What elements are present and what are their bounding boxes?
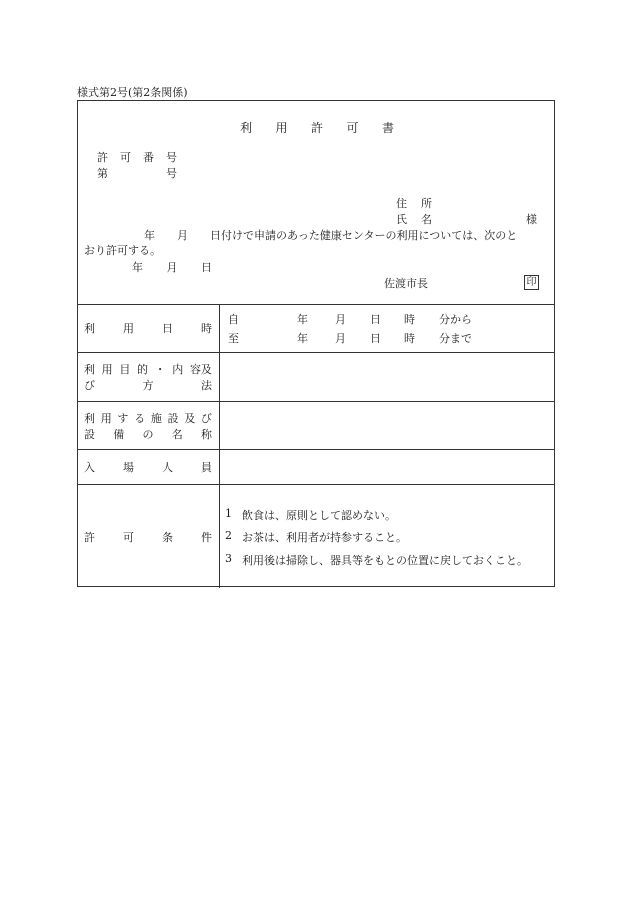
form-title [240,119,394,136]
period-label: 利 用 日 時 [84,322,212,335]
purpose-label-line2: び 方 法 [84,379,212,392]
attendance-label: 入 場 人 員 [84,461,212,474]
conditions-label: 許 可 条 件 [84,531,212,544]
table-top-rule [78,304,554,305]
row-rule [78,352,554,353]
title-char: 利 [240,121,253,135]
issuer-name: 佐渡市長 [384,277,428,290]
body-text-line1: 年 月 日付けで申請のあった健康センターの利用については、次のと [144,229,518,242]
purpose-label-line1: 利 用 目 的 ・ 内 容及 [84,363,212,376]
permit-form: 利 用 許 可 書 許 可 番 号 第 号 住 所 氏 名 様 年 月 日付けで申請のあった健康センターの利用については、次のと おり許可する。 年 月 日 佐渡市長 印 利 用 日 時 自 年 月 日 時 分から 至 年 月 日 時 分まで 利 用 目 的 ・ 内 容及 び 方 法 利 用 す る 施 設 及 び 設 備 の 名 称 入 場 人 員 許 可 条 件 1 飲食は、原則として認めない。 2 お茶は、利用者が持参すること。 3 利用後は掃除し、器具等をもとの位置に戻しておくこと。 [77,100,555,587]
facility-label-line2: 設 備 の 名 称 [84,428,212,441]
address-label: 住 所 [396,197,432,210]
title-char: 用 [275,121,288,135]
seal-stamp: 印 [524,275,539,290]
name-label: 氏 名 [396,213,432,226]
permit-number-line: 第 号 [97,167,177,180]
row-rule [78,401,554,402]
issue-date: 年 月 日 [132,261,212,274]
form-label: 様式第2号(第2条関係) [77,86,188,99]
row-rule [78,484,554,485]
title-char: 書 [381,121,394,135]
label-column-rule [219,304,220,588]
title-char: 許 [310,121,323,135]
row-rule [78,449,554,450]
honorific-sama: 様 [526,213,537,226]
permit-number-label: 許 可 番 号 [97,151,177,164]
body-text-line2: おり許可する。 [84,244,161,257]
title-char: 可 [346,121,359,135]
facility-label-line1: 利 用 す る 施 設 及 び [84,412,212,425]
